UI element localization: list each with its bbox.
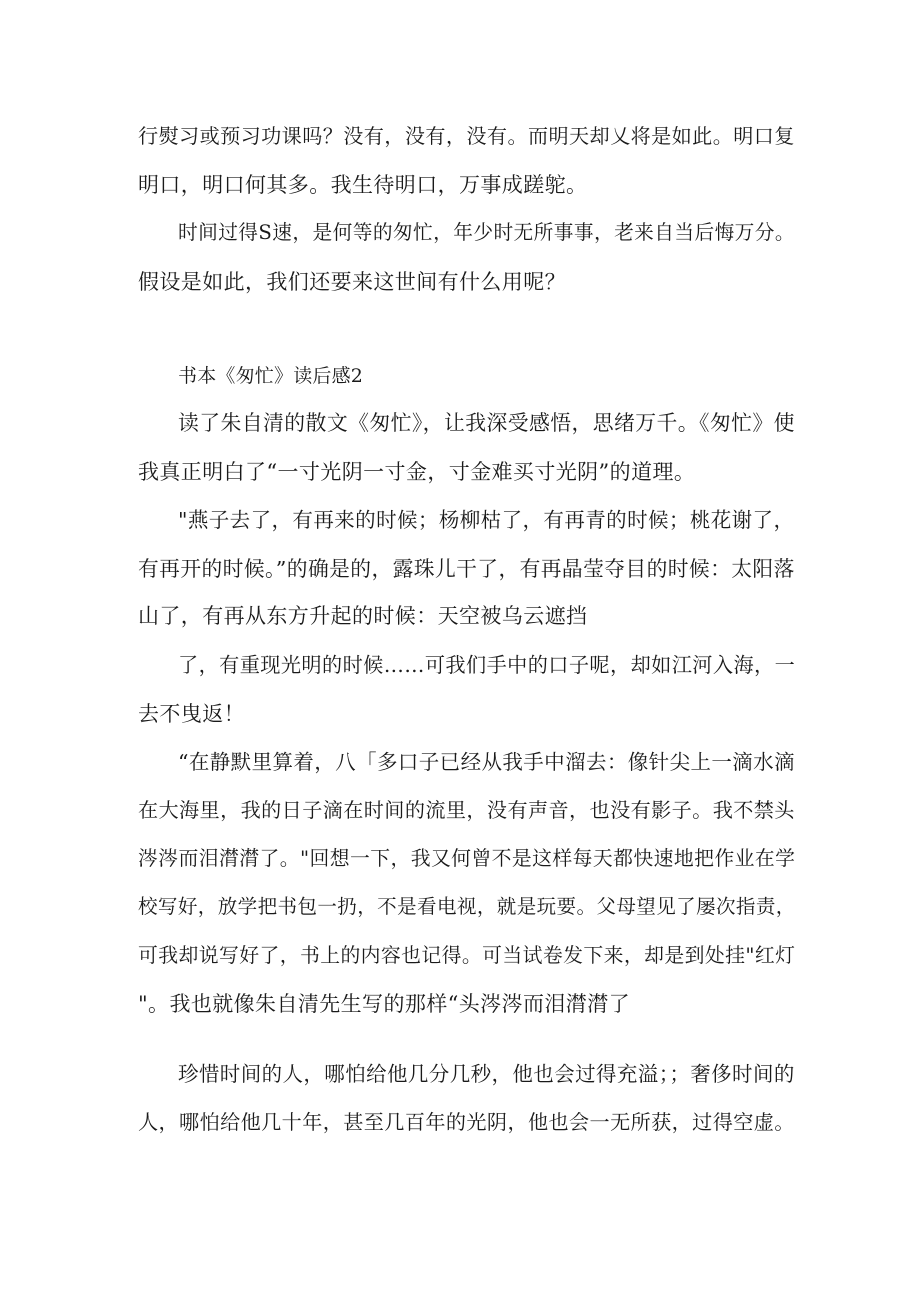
section-heading: 书本《匆忙》读后感2 [178, 365, 364, 387]
text-line: 有再开的时候。”的确是的，露珠儿干了，有再晶莹夺目的时候：太阳落 [138, 557, 795, 581]
text-line: 假设是如此，我们还要来这世间有什么用呢？ [138, 270, 566, 294]
text-line: 读了朱自清的散文《匆忙》，让我深受感悟，思绪万千。《匆忙》使 [178, 411, 795, 435]
text-line: 时间过得S速，是何等的匆忙，年少时无所事事，老来自当后悔万分。 [178, 221, 795, 244]
text-line: “在静默里算着，八「多口子已经从我手中溜去：像针尖上一滴水滴 [178, 750, 795, 774]
text-line: 校写好，放学把书包一扔，不是看电视，就是玩要。父母望见了屡次指责， [138, 895, 796, 918]
text-line: 可我却说写好了，书上的内容也记得。可当试卷发下来，却是到处挂"红灯 [138, 944, 796, 967]
text-line: 涔涔而泪潸潸了。"回想一下，我又何曾不是这样每天都快速地把作业在学 [138, 847, 796, 870]
text-line: "。我也就像朱自清先生写的那样“头涔涔而泪潸潸了 [138, 992, 630, 1016]
text-line: 人，哪怕给他几十年，甚至几百年的光阴，他也会一无所获，过得空虚。 [138, 1110, 795, 1134]
text-line: 山了，有再从东方升起的时候：天空被乌云遮挡 [138, 604, 588, 628]
text-line: 明口，明口何其多。我生待明口，万事成蹉鸵。 [138, 173, 588, 197]
text-line: 珍惜时间的人，哪怕给他几分几秒，他也会过得充溢；；奢侈时间的 [178, 1062, 795, 1086]
text-line: 我真正明白了“一寸光阴一寸金，寸金难买寸光阴”的道理。 [138, 460, 696, 484]
text-line: "燕子去了，有再来的时候；杨柳枯了，有再青的时候；桃花谢了， [178, 508, 795, 532]
text-line: 去不曳返！ [138, 702, 245, 726]
text-line: 在大海里，我的日子滴在时间的流里，没有声音，也没有影子。我不禁头 [138, 798, 795, 822]
text-line: 行熨习或预习功课吗？没有，没有，没有。而明天却乂将是如此。明口复 [138, 124, 795, 148]
text-line: 了，有重现光明的时候……可我们手中的口子呢，却如江河入海，一 [178, 653, 796, 677]
